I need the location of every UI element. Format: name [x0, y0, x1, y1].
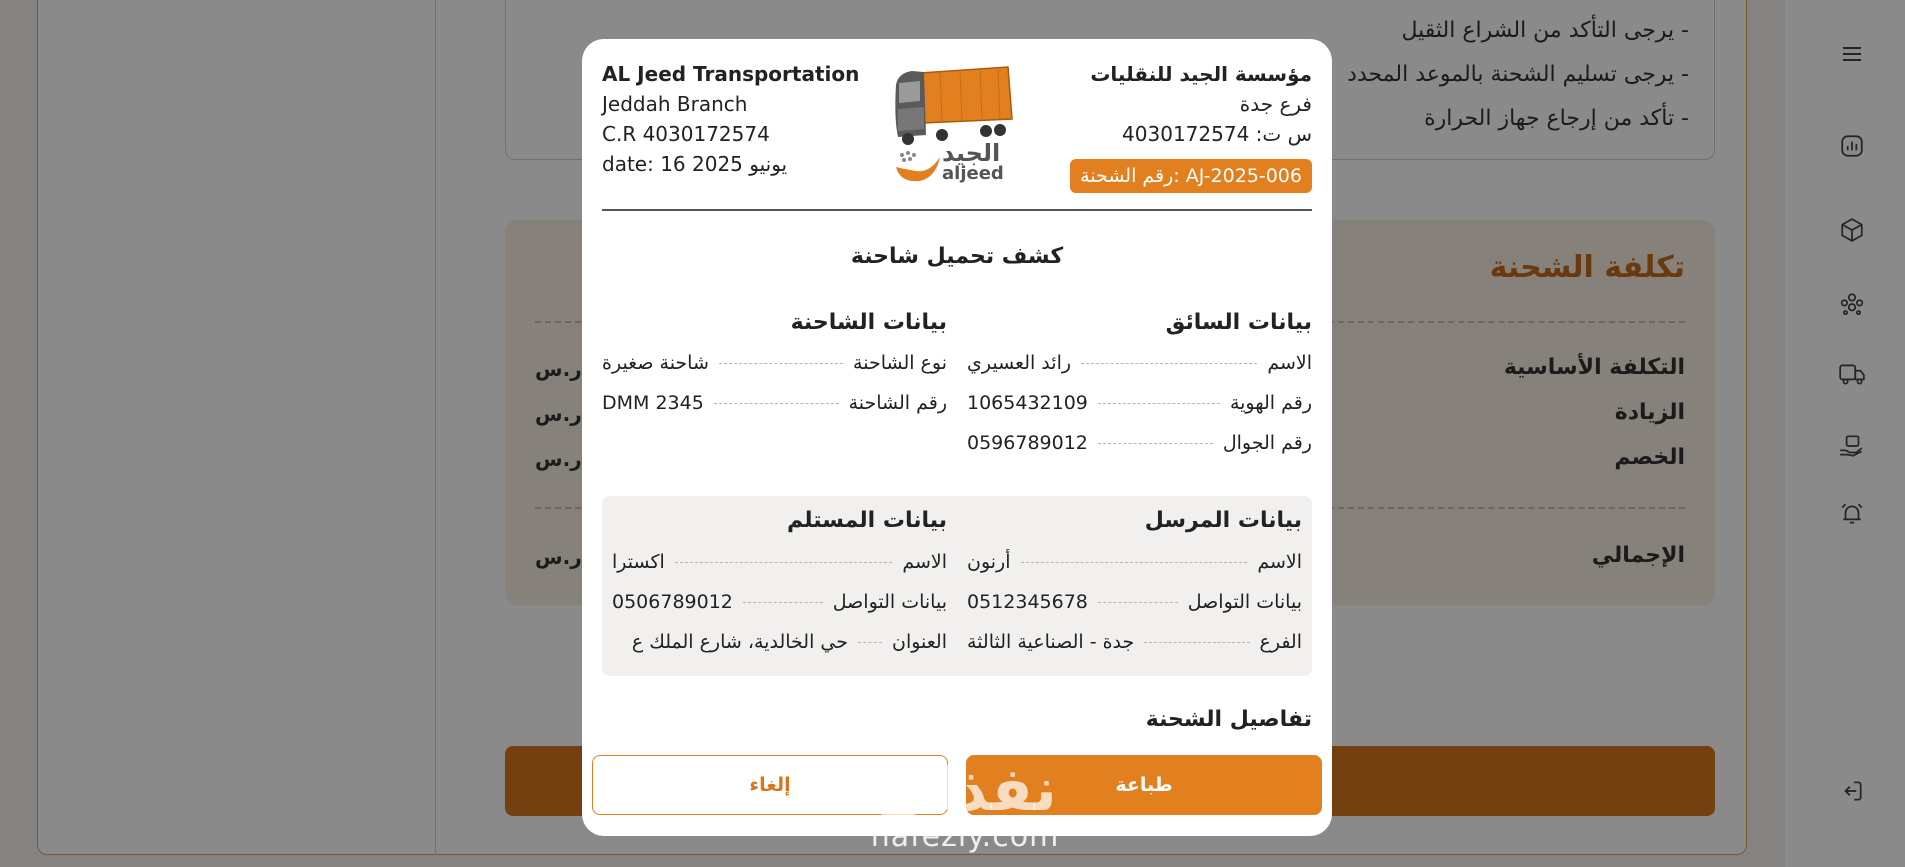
- row-value: اكسترا: [612, 551, 665, 573]
- row-label: بيانات التواصل: [1187, 591, 1302, 613]
- row-value: جدة - الصناعية الثالثة: [967, 631, 1135, 653]
- sender-section-title: بيانات المرسل: [1144, 508, 1302, 533]
- cost-title: تكلفة الشحنة: [1489, 250, 1685, 285]
- manifest-date: date: 16 2025 يونيو: [602, 152, 788, 176]
- company-logo: [890, 59, 1020, 189]
- row-label: بيانات التواصل: [832, 591, 947, 613]
- company-cr-en: C.R 4030172574: [602, 122, 770, 146]
- logo-text-ar: الجيد: [942, 139, 1001, 167]
- cost-label: التكلفة الأساسية: [1503, 355, 1685, 380]
- shipment-number-badge: AJ-2025-006 :رقم الشحنة: [1070, 159, 1312, 193]
- row-value: حي الخالدية، شارع الملك ع: [631, 631, 848, 653]
- cost-value: ر.س: [535, 447, 582, 471]
- company-cr-ar: س ت: 4030172574: [1122, 122, 1312, 146]
- row-label: الاسم: [1267, 352, 1312, 374]
- truck-row: [602, 392, 947, 414]
- row-label: الاسم: [902, 551, 947, 573]
- row-value: 0506789012: [612, 591, 733, 613]
- company-branch-ar: فرع جدة: [1239, 92, 1312, 116]
- truck-row: [602, 352, 947, 374]
- company-info-ar: [1090, 59, 1312, 149]
- row-value: شاحنة صغيرة: [602, 352, 709, 374]
- driver-row: [967, 432, 1312, 454]
- row-value: أرنون: [967, 551, 1011, 573]
- receiver-row: [612, 551, 947, 573]
- company-name-ar: مؤسسة الجيد للنقليات: [1090, 62, 1312, 86]
- print-button[interactable]: طباعة: [966, 755, 1322, 815]
- truck-section-title: بيانات الشاحنة: [790, 310, 947, 335]
- logo-text-en: aljeed: [942, 163, 1004, 184]
- sender-row: [967, 551, 1302, 573]
- row-label: الاسم: [1257, 551, 1302, 573]
- cost-label: الخصم: [1614, 445, 1685, 470]
- cost-label: الزيادة: [1614, 400, 1685, 425]
- row-label: رقم الهوية: [1229, 392, 1312, 414]
- manifest-title: كشف تحميل شاحنة: [850, 244, 1064, 269]
- row-value: 0596789012: [967, 432, 1088, 454]
- row-value: رائد العسيري: [967, 352, 1072, 374]
- row-label: الفرع: [1259, 631, 1302, 653]
- row-label: رقم الشاحنة: [848, 392, 947, 414]
- company-info-en: [602, 59, 859, 179]
- company-branch-en: Jeddah Branch: [602, 92, 748, 116]
- header-divider: [602, 209, 1312, 211]
- shipment-details-title: تفاصيل الشحنة: [1145, 707, 1312, 732]
- row-label: نوع الشاحنة: [853, 352, 947, 374]
- driver-row: [967, 392, 1312, 414]
- sender-row: [967, 591, 1302, 613]
- row-label: العنوان: [891, 631, 947, 653]
- receiver-row: [612, 631, 947, 653]
- driver-section-title: بيانات السائق: [1165, 310, 1312, 335]
- row-value: DMM 2345: [602, 392, 704, 414]
- sender-row: [967, 631, 1302, 653]
- cost-value: ر.س: [535, 402, 582, 426]
- cost-total-value: ر.س: [535, 545, 582, 569]
- note-item: - يرجى التأكد من الشراع الثقيل: [1401, 18, 1689, 43]
- watermark-ar: نفذلي: [873, 755, 1057, 825]
- cancel-button[interactable]: إلغاء: [592, 755, 948, 815]
- row-value: 1065432109: [967, 392, 1088, 414]
- cost-total-label: الإجمالي: [1591, 543, 1685, 568]
- note-item: - يرجى تسليم الشحنة بالموعد المحدد: [1347, 62, 1689, 87]
- company-name-en: AL Jeed Transportation: [602, 62, 860, 86]
- cost-value: ر.س: [535, 357, 582, 381]
- receiver-row: [612, 591, 947, 613]
- driver-row: [967, 352, 1312, 374]
- note-item: - تأكد من إرجاع جهاز الحرارة: [1424, 106, 1689, 131]
- parties-card: [602, 496, 1312, 676]
- row-label: رقم الجوال: [1222, 432, 1312, 454]
- watermark-en: nafezly.com: [870, 819, 1060, 854]
- row-value: 0512345678: [967, 591, 1088, 613]
- truck-manifest-modal: [582, 39, 1332, 836]
- receiver-section-title: بيانات المستلم: [787, 508, 947, 533]
